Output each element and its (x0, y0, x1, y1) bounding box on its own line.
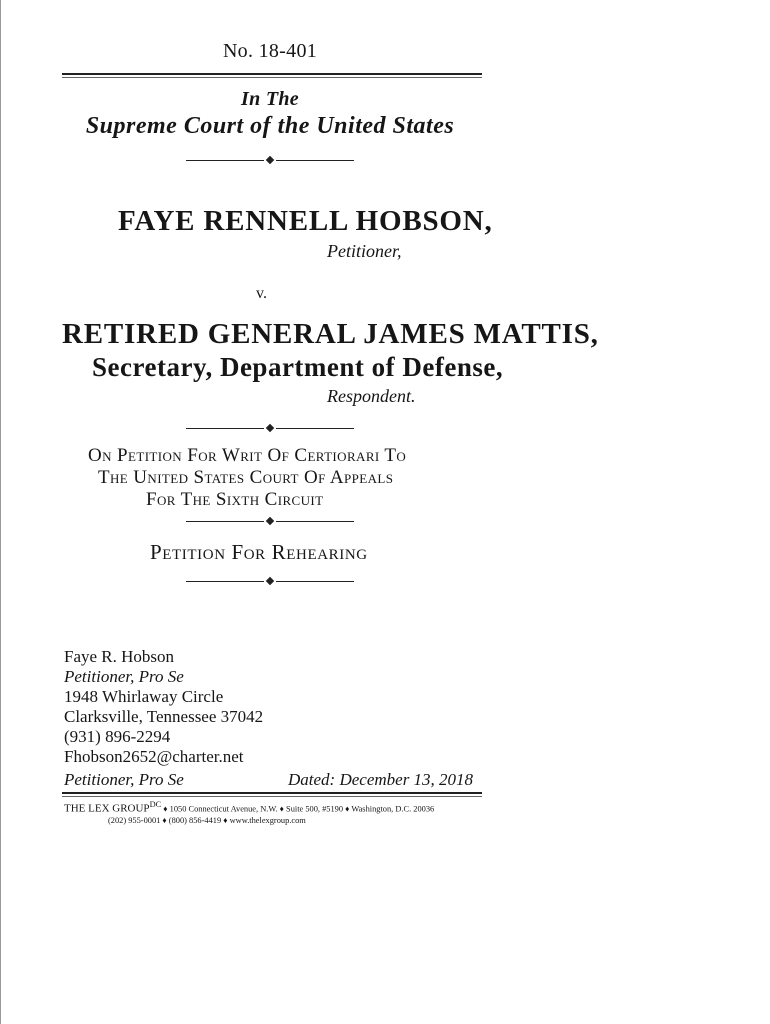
footer-date: Dated: December 13, 2018 (288, 770, 474, 789)
certiorari-line-2: The United States Court Of Appeals (98, 467, 394, 488)
divider-line (276, 428, 354, 429)
certiorari-line-3: For The Sixth Circuit (146, 489, 324, 510)
docket-number: No. 18-401 (222, 40, 318, 62)
printer-superscript: DC (149, 800, 162, 809)
divider-line (186, 521, 264, 522)
versus: v. (256, 285, 267, 302)
respondent-name: RETIRED GENERAL JAMES MATTIS, (62, 318, 599, 350)
counsel-role: Petitioner, Pro Se (64, 667, 184, 686)
ornament-divider (186, 574, 354, 588)
counsel-street: 1948 Whirlaway Circle (64, 687, 224, 706)
document-title: Petition For Rehearing (150, 540, 368, 564)
court-name: Supreme Court of the United States (85, 113, 455, 139)
certiorari-line-1: On Petition For Writ Of Certiorari To (88, 445, 407, 466)
divider-line (276, 581, 354, 582)
ornament-divider (186, 153, 354, 167)
counsel-city: Clarksville, Tennessee 37042 (64, 707, 264, 726)
bottom-rule (62, 792, 482, 794)
divider-line (186, 581, 264, 582)
respondent-role: Respondent. (327, 386, 416, 406)
counsel-email: Fhobson2652@charter.net (64, 747, 244, 766)
printer-contact: (202) 955-0001 ♦ (800) 856-4419 ♦ www.thelexgroup.com (108, 816, 306, 825)
respondent-title: Secretary, Department of Defense, (92, 352, 504, 382)
ornament-divider (186, 421, 354, 435)
bottom-rule-thin (62, 796, 482, 797)
divider-line (276, 521, 354, 522)
page-left-edge (0, 0, 1, 1024)
top-rule-thin (62, 77, 482, 78)
counsel-name: Faye R. Hobson (64, 647, 175, 666)
petitioner-role: Petitioner, (327, 241, 402, 261)
in-the-heading: In The (241, 88, 299, 110)
top-rule (62, 73, 482, 75)
diamond-icon (266, 424, 274, 432)
diamond-icon (266, 156, 274, 164)
divider-line (186, 428, 264, 429)
diamond-icon (266, 517, 274, 525)
counsel-phone: (931) 896-2294 (64, 727, 171, 746)
printer-line (64, 800, 434, 815)
footer-role: Petitioner, Pro Se (64, 770, 184, 789)
divider-line (276, 160, 354, 161)
counsel-block (64, 647, 263, 767)
ornament-divider (186, 514, 354, 528)
divider-line (186, 160, 264, 161)
printer-address: ♦ 1050 Connecticut Avenue, N.W. ♦ Suite 500, #5190 ♦ Washington, D.C. 20036 (161, 804, 435, 814)
diamond-icon (266, 577, 274, 585)
petitioner-name: FAYE RENNELL HOBSON, (118, 205, 493, 237)
printer-name: THE LEX GROUP (64, 802, 150, 815)
